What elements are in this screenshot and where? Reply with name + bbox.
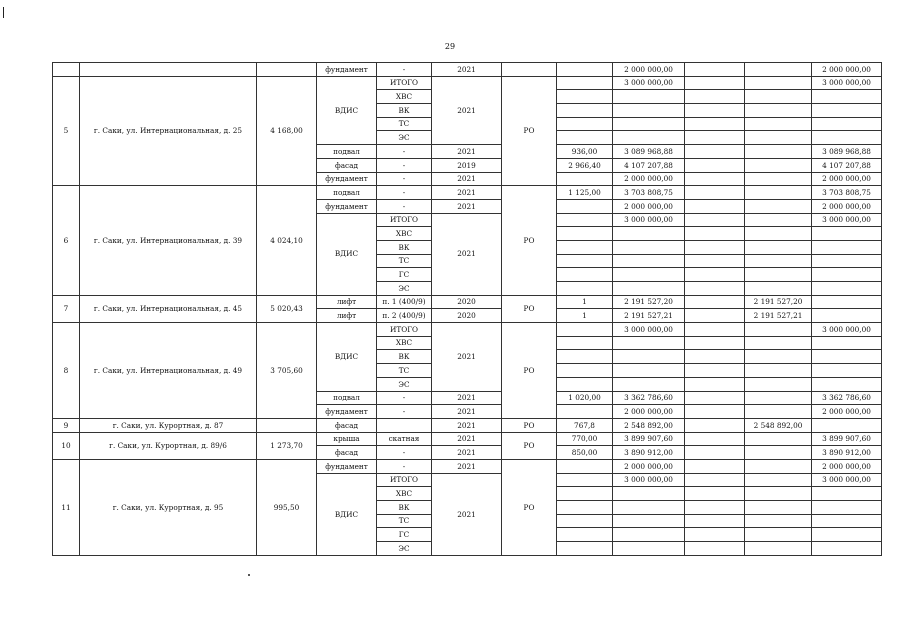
total-cell: 3 000 000,00 [812, 473, 882, 487]
work-cell: подвал [317, 145, 377, 159]
cost-cell: 3 000 000,00 [613, 76, 685, 90]
page-edge-mark [3, 7, 4, 18]
cost-cell: 2 000 000,00 [613, 459, 685, 473]
detail-cell: ВК [377, 240, 432, 254]
work-cell: ВДИС [317, 213, 377, 295]
cost-cell: 3 362 786,60 [613, 391, 685, 405]
year-cell: 2021 [432, 391, 502, 405]
total-cell: 3 362 786,60 [812, 391, 882, 405]
volume-cell [557, 199, 613, 213]
detail-cell: ТС [377, 514, 432, 528]
facade-cost-cell: 2 548 892,00 [745, 418, 812, 432]
row-num-cell [53, 63, 80, 77]
detail-cell: ЭС [377, 282, 432, 296]
volume-cell: 936,00 [557, 145, 613, 159]
year-cell: 2021 [432, 459, 502, 473]
detail-cell: ГС [377, 268, 432, 282]
cost-cell: 3 089 968,88 [613, 145, 685, 159]
area-cell: 3 705,60 [257, 323, 317, 419]
cost-cell: 3 890 912,00 [613, 446, 685, 460]
cost-cell: 3 000 000,00 [613, 213, 685, 227]
work-cell: фундамент [317, 172, 377, 186]
volume-cell [557, 76, 613, 90]
table-row [53, 459, 882, 473]
year-cell: 2021 [432, 172, 502, 186]
year-cell: 2021 [432, 473, 502, 555]
volume-cell [557, 63, 613, 77]
repair-schedule-table [52, 62, 882, 556]
year-cell: 2021 [432, 199, 502, 213]
area-cell [257, 63, 317, 77]
volume-cell [557, 172, 613, 186]
detail-cell: - [377, 391, 432, 405]
work-cell: ВДИС [317, 473, 377, 555]
year-cell: 2019 [432, 158, 502, 172]
table-row [53, 418, 882, 432]
address-cell: г. Саки, ул. Курортная, д. 87 [80, 418, 257, 432]
detail-cell: п. 2 (400/9) [377, 309, 432, 323]
volume-cell: 767,8 [557, 418, 613, 432]
total-cell: 3 703 808,75 [812, 186, 882, 200]
year-cell: 2021 [432, 145, 502, 159]
year-cell: 2021 [432, 446, 502, 460]
detail-cell: ИТОГО [377, 213, 432, 227]
cost-cell: 4 107 207,88 [613, 158, 685, 172]
year-cell: 2021 [432, 63, 502, 77]
year-cell: 2021 [432, 418, 502, 432]
total-cell: 3 000 000,00 [812, 76, 882, 90]
total-cell: 2 000 000,00 [812, 199, 882, 213]
cost-cell: 2 000 000,00 [613, 405, 685, 419]
volume-cell: 2 966,40 [557, 158, 613, 172]
total-cell: 3 000 000,00 [812, 323, 882, 337]
detail-cell: ГС [377, 528, 432, 542]
total-cell: 3 890 912,00 [812, 446, 882, 460]
year-cell: 2021 [432, 76, 502, 144]
work-cell: фундамент [317, 405, 377, 419]
detail-cell: ЭС [377, 542, 432, 556]
detail-cell: ХВС [377, 487, 432, 501]
cost-cell: 2 191 527,20 [613, 295, 685, 309]
year-cell: 2020 [432, 309, 502, 323]
address-cell: г. Саки, ул. Интернациональная, д. 25 [80, 76, 257, 186]
org-cell: РО [502, 418, 557, 432]
total-cell: 2 000 000,00 [812, 172, 882, 186]
table-row [53, 295, 882, 309]
detail-cell: - [377, 405, 432, 419]
empty-cell [745, 63, 812, 77]
cost-cell: 2 191 527,21 [613, 309, 685, 323]
detail-cell: ВК [377, 104, 432, 118]
area-cell: 4 024,10 [257, 186, 317, 296]
detail-cell: - [377, 199, 432, 213]
detail-cell: - [377, 459, 432, 473]
org-cell: РО [502, 432, 557, 459]
org-cell: РО [502, 186, 557, 296]
cost-cell: 3 000 000,00 [613, 323, 685, 337]
year-cell: 2021 [432, 432, 502, 446]
detail-cell: ЭС [377, 131, 432, 145]
detail-cell [377, 418, 432, 432]
total-cell: 2 000 000,00 [812, 405, 882, 419]
volume-cell: 1 020,00 [557, 391, 613, 405]
area-cell: 1 273,70 [257, 432, 317, 459]
detail-cell: - [377, 446, 432, 460]
page-number: 29 [444, 42, 456, 51]
table-row [53, 76, 882, 90]
org-cell: РО [502, 76, 557, 186]
cost-cell: 3 703 808,75 [613, 186, 685, 200]
cost-cell: 2 000 000,00 [613, 172, 685, 186]
volume-cell: 1 [557, 309, 613, 323]
lift-cost-cell: 2 191 527,20 [745, 295, 812, 309]
table-row [53, 323, 882, 337]
org-cell: РО [502, 459, 557, 555]
detail-cell: ТС [377, 254, 432, 268]
total-cell: 3 899 907,60 [812, 432, 882, 446]
detail-cell: - [377, 158, 432, 172]
detail-cell: п. 1 (400/9) [377, 295, 432, 309]
address-cell: г. Саки, ул. Интернациональная, д. 39 [80, 186, 257, 296]
row-num-cell: 7 [53, 295, 80, 322]
volume-cell: 1 125,00 [557, 186, 613, 200]
detail-cell: ХВС [377, 90, 432, 104]
row-num-cell: 10 [53, 432, 80, 459]
detail-cell: - [377, 172, 432, 186]
row-num-cell: 11 [53, 459, 80, 555]
address-cell: г. Саки, ул. Интернациональная, д. 49 [80, 323, 257, 419]
detail-cell: - [377, 63, 432, 77]
address-cell: г. Саки, ул. Интернациональная, д. 45 [80, 295, 257, 322]
row-num-cell: 6 [53, 186, 80, 296]
detail-cell: - [377, 145, 432, 159]
year-cell: 2020 [432, 295, 502, 309]
total-cell: 3 089 968,88 [812, 145, 882, 159]
empty-cell [685, 76, 745, 90]
row-num-cell: 8 [53, 323, 80, 419]
area-cell [257, 418, 317, 432]
total-cell: 2 000 000,00 [812, 63, 882, 77]
address-cell: г. Саки, ул. Курортная, д. 95 [80, 459, 257, 555]
address-cell: г. Саки, ул. Курортная, д. 89/6 [80, 432, 257, 459]
scan-speck [248, 574, 250, 576]
table-row [53, 186, 882, 200]
year-cell: 2021 [432, 186, 502, 200]
work-cell: лифт [317, 309, 377, 323]
cost-cell: 3 000 000,00 [613, 473, 685, 487]
detail-cell: ИТОГО [377, 473, 432, 487]
address-cell [80, 63, 257, 77]
cost-cell: 2 000 000,00 [613, 199, 685, 213]
detail-cell: ХВС [377, 336, 432, 350]
volume-cell: 850,00 [557, 446, 613, 460]
area-cell: 5 020,43 [257, 295, 317, 322]
detail-cell: - [377, 186, 432, 200]
year-cell: 2021 [432, 323, 502, 391]
cost-cell: 2 548 892,00 [613, 418, 685, 432]
detail-cell: ТС [377, 117, 432, 131]
year-cell: 2021 [432, 405, 502, 419]
work-cell: фасад [317, 418, 377, 432]
work-cell: лифт [317, 295, 377, 309]
work-cell: фундамент [317, 459, 377, 473]
work-cell: фундамент [317, 63, 377, 77]
volume-cell: 1 [557, 295, 613, 309]
work-cell: ВДИС [317, 76, 377, 144]
detail-cell: ЭС [377, 377, 432, 391]
row-num-cell: 9 [53, 418, 80, 432]
detail-cell: скатная [377, 432, 432, 446]
volume-cell: 770,00 [557, 432, 613, 446]
total-cell: 4 107 207,88 [812, 158, 882, 172]
cost-cell: 3 899 907,60 [613, 432, 685, 446]
table-row [53, 63, 882, 77]
year-cell: 2021 [432, 213, 502, 295]
total-cell: 3 000 000,00 [812, 213, 882, 227]
org-cell: РО [502, 295, 557, 322]
detail-cell: ИТОГО [377, 323, 432, 337]
empty-cell [685, 63, 745, 77]
work-cell: ВДИС [317, 323, 377, 391]
work-cell: фундамент [317, 199, 377, 213]
work-cell: подвал [317, 186, 377, 200]
total-cell: 2 000 000,00 [812, 459, 882, 473]
work-cell: фасад [317, 446, 377, 460]
lift-cost-cell: 2 191 527,21 [745, 309, 812, 323]
work-cell: крыша [317, 432, 377, 446]
area-cell: 4 168,00 [257, 76, 317, 186]
row-num-cell: 5 [53, 76, 80, 186]
work-cell: подвал [317, 391, 377, 405]
detail-cell: ТС [377, 364, 432, 378]
empty-cell [745, 76, 812, 90]
detail-cell: ХВС [377, 227, 432, 241]
detail-cell: ВК [377, 350, 432, 364]
detail-cell: ВК [377, 501, 432, 515]
cost-cell: 2 000 000,00 [613, 63, 685, 77]
org-cell: РО [502, 323, 557, 419]
org-cell [502, 63, 557, 77]
work-cell: фасад [317, 158, 377, 172]
table-row [53, 432, 882, 446]
area-cell: 995,50 [257, 459, 317, 555]
detail-cell: ИТОГО [377, 76, 432, 90]
